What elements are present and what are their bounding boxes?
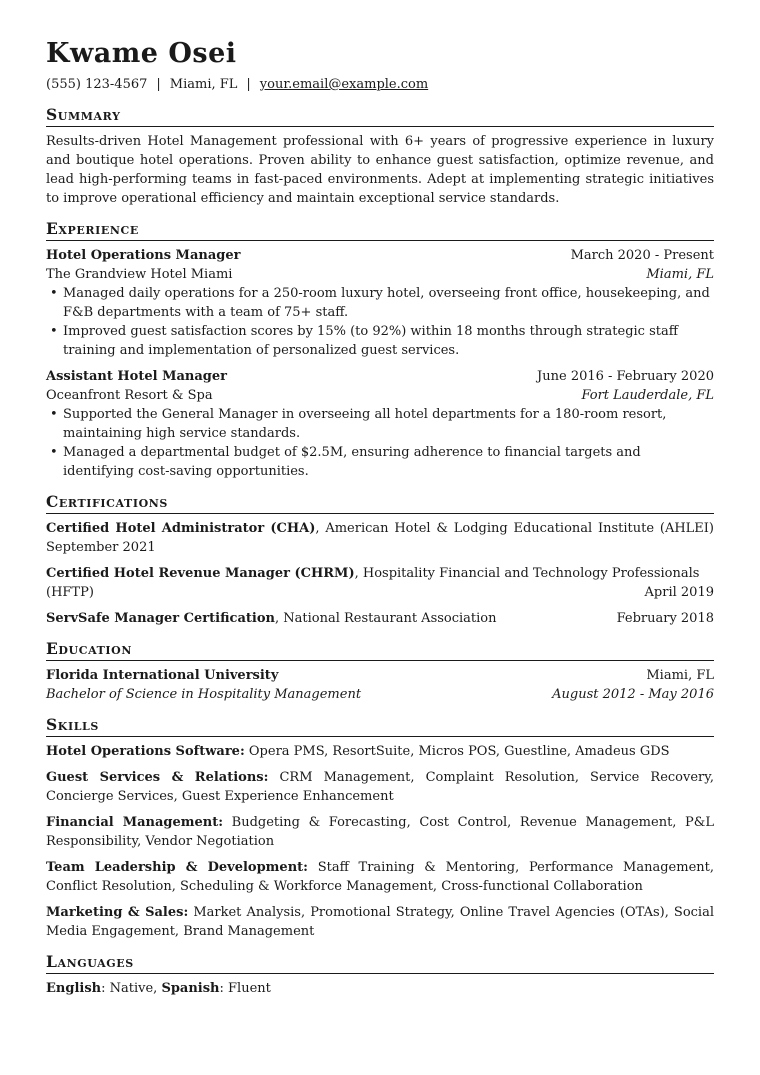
job-dates: March 2020 - Present <box>570 248 714 263</box>
school-location: Miami, FL <box>646 668 714 683</box>
skill-value: CRM Management, Complaint Resolution, Service Recovery, Concierge Services, Guest Experience Enhancement <box>46 770 714 804</box>
certification-entry <box>46 519 714 557</box>
email-link[interactable]: your.email@example.com <box>259 77 429 92</box>
certification-name: Certified Hotel Revenue Manager (CHRM) <box>46 566 355 581</box>
certification-entry <box>46 564 714 602</box>
education-section <box>46 639 714 704</box>
certification-date: February 2018 <box>616 611 714 626</box>
skill-entry <box>46 813 714 851</box>
certification-name: ServSafe Manager Certification <box>46 611 275 626</box>
bullet-item: • Managed a departmental budget of $2.5M, ensuring adherence to financial targets and identifying cost-saving opportunities. <box>63 443 714 481</box>
skill-label: Hotel Operations Software: <box>46 744 245 759</box>
contact-separator: | <box>156 77 161 92</box>
skill-label: Guest Services & Relations: <box>46 770 269 785</box>
section-title-summary: Summary <box>46 105 714 127</box>
skill-entry <box>46 858 714 896</box>
languages-line <box>46 979 714 998</box>
skill-label: Financial Management: <box>46 815 224 830</box>
bullet-item: • Managed daily operations for a 250-room luxury hotel, overseeing front office, housekeeping, and F&B departments with a team of 75+ staff. <box>63 284 714 322</box>
skills-section <box>46 715 714 941</box>
skill-value: Opera PMS, ResortSuite, Micros POS, Guestline, Amadeus GDS <box>244 744 670 759</box>
company-name: Oceanfront Resort & Spa <box>46 388 213 403</box>
section-title-skills: Skills <box>46 715 714 737</box>
language-name: Spanish <box>161 981 220 996</box>
degree: Bachelor of Science in Hospitality Management <box>46 687 362 702</box>
job-location: Fort Lauderdale, FL <box>581 388 714 403</box>
certifications-section <box>46 492 714 628</box>
location: Miami, FL <box>169 77 238 92</box>
school-name: Florida International University <box>46 668 279 683</box>
certification-entry <box>46 609 714 628</box>
experience-section <box>46 219 714 481</box>
bullet-item: • Supported the General Manager in overseeing all hotel departments for a 180-room resort, maintaining high service standards. <box>63 405 714 443</box>
job-entry <box>46 246 714 360</box>
certification-issuer: , American Hotel & Lodging Educational Institute (AHLEI) September 2021 <box>46 521 714 555</box>
job-title: Hotel Operations Manager <box>46 248 241 263</box>
job-dates: June 2016 - February 2020 <box>537 369 714 384</box>
certification-name: Certified Hotel Administrator (CHA) <box>46 521 316 536</box>
languages-section <box>46 952 714 998</box>
language-level: : Fluent <box>219 981 271 996</box>
job-bullets <box>46 405 714 481</box>
skill-value: Market Analysis, Promotional Strategy, Online Travel Agencies (OTAs), Social Media Engagement, Brand Management <box>46 905 715 939</box>
job-bullets <box>46 284 714 360</box>
skill-entry <box>46 742 714 761</box>
certification-issuer: , Hospitality Financial and Technology Professionals <box>354 566 700 581</box>
skill-entry <box>46 768 714 806</box>
skill-label: Team Leadership & Development: <box>46 860 308 875</box>
summary-section <box>46 105 714 208</box>
section-title-education: Education <box>46 639 714 661</box>
section-title-certifications: Certifications <box>46 492 714 514</box>
job-entry <box>46 367 714 481</box>
certification-issuer-abbrev: (HFTP) <box>46 585 94 600</box>
bullet-item: • Improved guest satisfaction scores by 15% (to 92%) within 18 months through strategic staff training and implementation of personalized guest services. <box>63 322 714 360</box>
education-dates: August 2012 - May 2016 <box>552 687 714 702</box>
job-title: Assistant Hotel Manager <box>46 369 227 384</box>
summary-text: Results-driven Hotel Management professional with 6+ years of progressive experience in luxury and boutique hotel operations. Proven ability to enhance guest satisfaction, optimize revenue, and lead high-performing teams in fast-paced environments. Adept at implementing strategic initiatives to improve operational efficiency and maintain exceptional service standards. <box>46 134 714 206</box>
job-location: Miami, FL <box>646 267 714 282</box>
skill-value: Staff Training & Mentoring, Performance Management, Conflict Resolution, Scheduling & Workforce Management, Cross-functional Collaboration <box>46 860 714 894</box>
language-name: English <box>46 981 102 996</box>
certification-issuer: , National Restaurant Association <box>274 611 497 626</box>
skill-entry <box>46 903 714 941</box>
contact-line <box>46 76 714 94</box>
language-level: : Native, <box>101 981 162 996</box>
phone-number: (555) 123-4567 <box>46 77 148 92</box>
section-title-languages: Languages <box>46 952 714 974</box>
skill-value: Budgeting & Forecasting, Cost Control, Revenue Management, P&L Responsibility, Vendor Negotiation <box>46 815 714 849</box>
company-name: The Grandview Hotel Miami <box>46 267 233 282</box>
candidate-name: Kwame Osei <box>46 38 237 69</box>
skill-label: Marketing & Sales: <box>46 905 189 920</box>
certification-date: April 2019 <box>644 585 714 600</box>
contact-separator: | <box>246 77 251 92</box>
section-title-experience: Experience <box>46 219 714 241</box>
